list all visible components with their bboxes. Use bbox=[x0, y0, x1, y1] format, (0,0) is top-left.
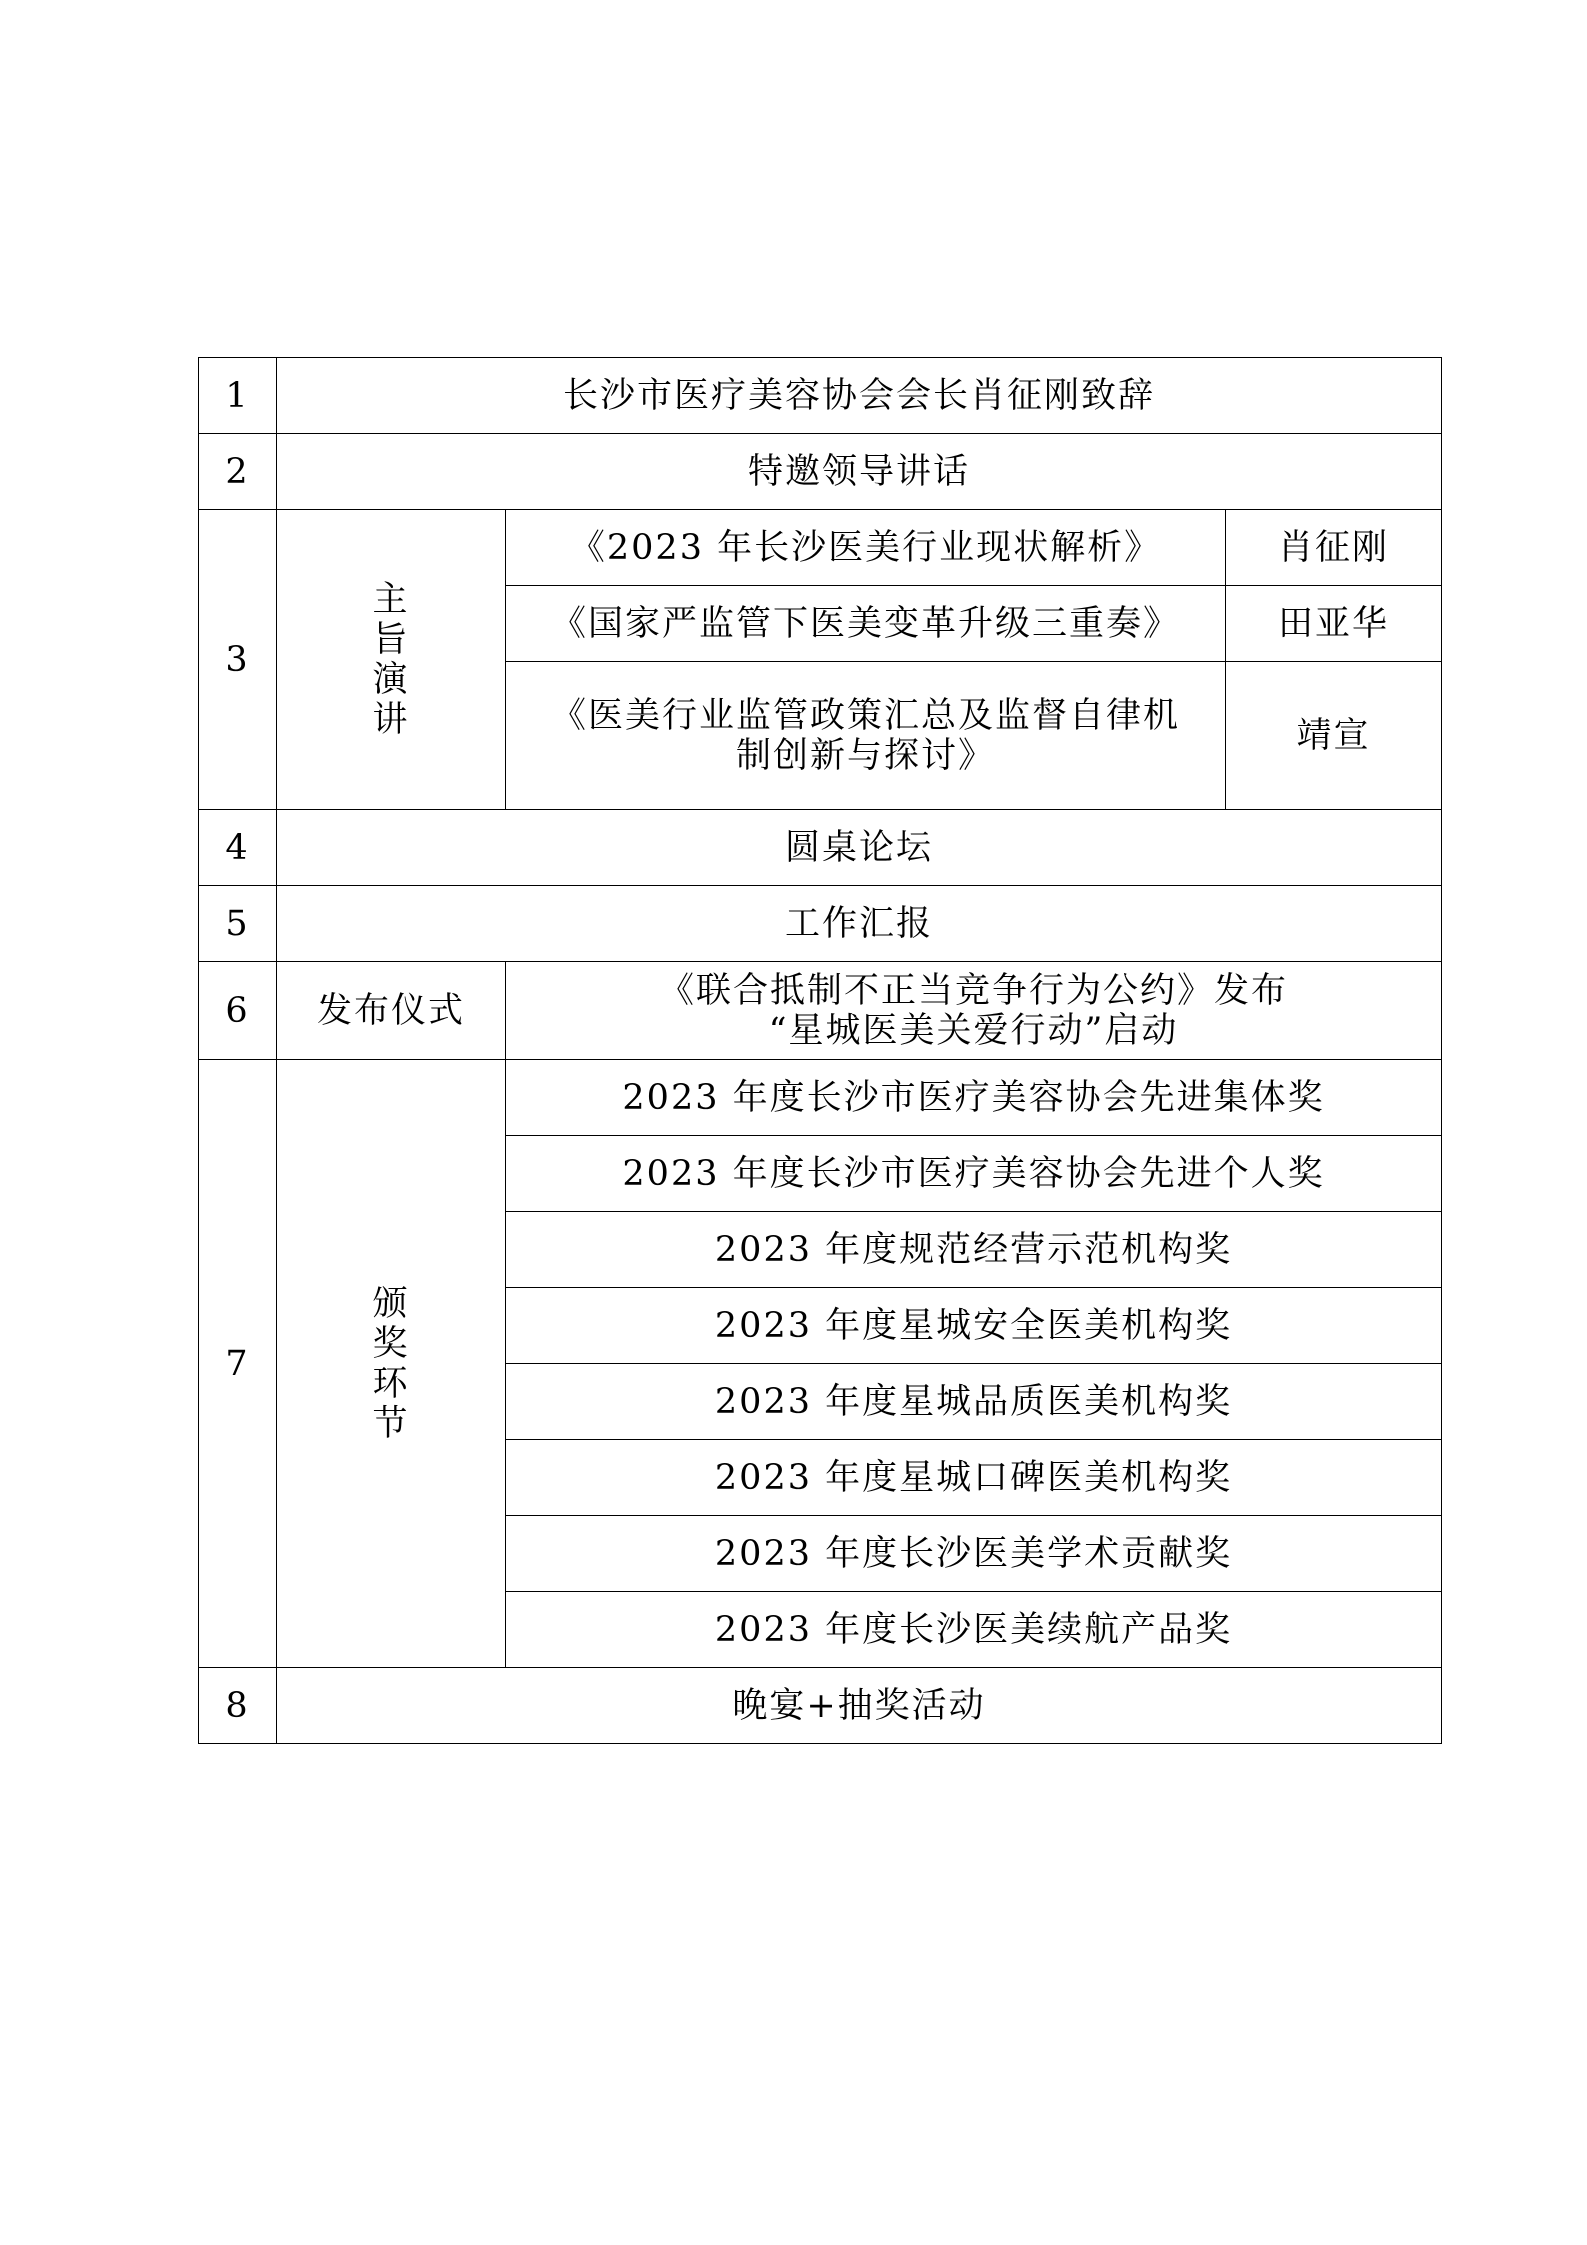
section-char: 颁 bbox=[372, 1283, 410, 1324]
item-number: 1 bbox=[199, 358, 277, 434]
item-number: 4 bbox=[199, 810, 277, 886]
release-section-label: 发布仪式 bbox=[277, 962, 506, 1060]
item-number: 7 bbox=[199, 1060, 277, 1668]
agenda-row-2 bbox=[199, 434, 1442, 510]
item-number: 8 bbox=[199, 1668, 277, 1744]
agenda-row-5 bbox=[199, 886, 1442, 962]
award-name: 2023 年度星城品质医美机构奖 bbox=[506, 1364, 1442, 1440]
agenda-row-8 bbox=[199, 1668, 1442, 1744]
agenda-row-6 bbox=[199, 962, 1442, 1060]
talk-title-line: 制创新与探讨》 bbox=[735, 735, 995, 776]
talk-speaker: 田亚华 bbox=[1226, 586, 1442, 662]
section-char: 主 bbox=[372, 579, 410, 620]
item-title: 圆桌论坛 bbox=[277, 810, 1442, 886]
section-char: 旨 bbox=[372, 619, 410, 660]
award-name: 2023 年度长沙市医疗美容协会先进个人奖 bbox=[506, 1136, 1442, 1212]
talk-title: 《2023 年长沙医美行业现状解析》 bbox=[506, 510, 1226, 586]
section-char: 演 bbox=[372, 659, 410, 700]
agenda-row-1 bbox=[199, 358, 1442, 434]
award-name: 2023 年度长沙市医疗美容协会先进集体奖 bbox=[506, 1060, 1442, 1136]
agenda-row-7 bbox=[199, 1060, 1442, 1136]
award-name: 2023 年度星城安全医美机构奖 bbox=[506, 1288, 1442, 1364]
award-name: 2023 年度长沙医美学术贡献奖 bbox=[506, 1516, 1442, 1592]
item-title: 长沙市医疗美容协会会长肖征刚致辞 bbox=[277, 358, 1442, 434]
section-char: 节 bbox=[372, 1403, 410, 1444]
agenda-table bbox=[198, 357, 1442, 1744]
item-number: 6 bbox=[199, 962, 277, 1060]
item-number: 2 bbox=[199, 434, 277, 510]
award-name: 2023 年度星城口碑医美机构奖 bbox=[506, 1440, 1442, 1516]
award-name: 2023 年度长沙医美续航产品奖 bbox=[506, 1592, 1442, 1668]
award-name: 2023 年度规范经营示范机构奖 bbox=[506, 1212, 1442, 1288]
item-title: 特邀领导讲话 bbox=[277, 434, 1442, 510]
release-content bbox=[506, 962, 1442, 1060]
awards-section-label bbox=[277, 1060, 506, 1668]
item-number: 5 bbox=[199, 886, 277, 962]
section-char: 奖 bbox=[372, 1323, 410, 1364]
release-line: 《联合抵制不正当竞争行为公约》发布 bbox=[659, 970, 1289, 1011]
release-line: “星城医美关爱行动”启动 bbox=[768, 1010, 1179, 1051]
talk-speaker: 肖征刚 bbox=[1226, 510, 1442, 586]
agenda-row-3 bbox=[199, 510, 1442, 586]
item-number: 3 bbox=[199, 510, 277, 810]
keynote-section-label bbox=[277, 510, 506, 810]
item-title: 晚宴+抽奖活动 bbox=[277, 1668, 1442, 1744]
talk-title bbox=[506, 662, 1226, 810]
talk-title-line: 《医美行业监管政策汇总及监督自律机 bbox=[550, 695, 1180, 736]
item-title: 工作汇报 bbox=[277, 886, 1442, 962]
agenda-row-4 bbox=[199, 810, 1442, 886]
section-char: 讲 bbox=[372, 699, 410, 740]
talk-title: 《国家严监管下医美变革升级三重奏》 bbox=[506, 586, 1226, 662]
section-char: 环 bbox=[372, 1363, 410, 1404]
talk-speaker: 靖宣 bbox=[1226, 662, 1442, 810]
